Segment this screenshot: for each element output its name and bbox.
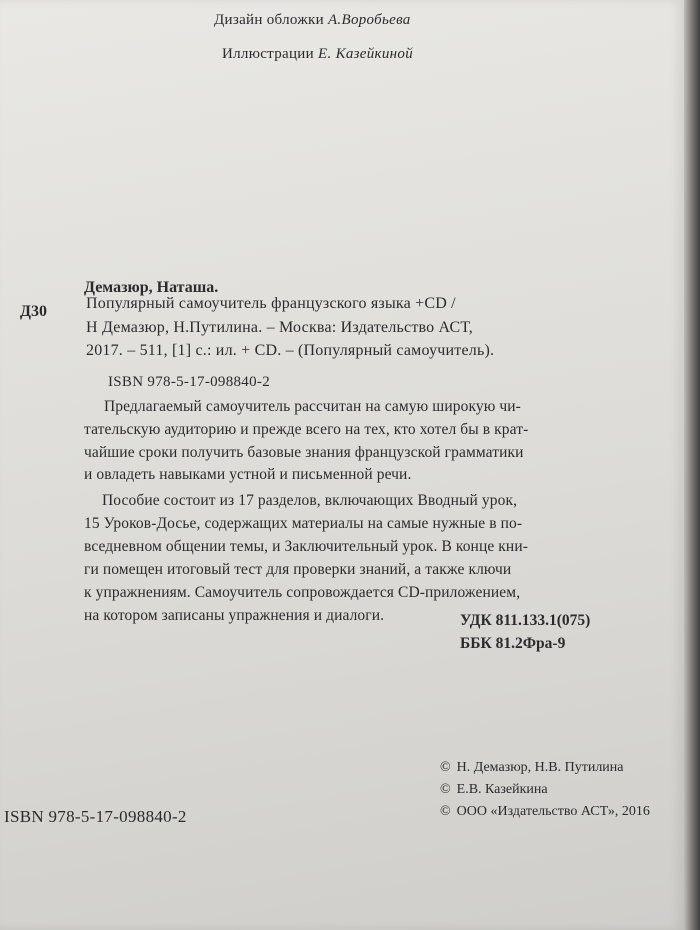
copyright-symbol: © — [440, 804, 451, 819]
catalog-code: Д30 — [20, 303, 48, 320]
annotation-p1-line-1: Предлагаемый самоучитель рассчитан на самую широкую чи- — [104, 398, 521, 415]
annotation-p2-line-5: к упражнениям. Самоучитель сопровождается CD-приложением, — [84, 584, 521, 601]
copyright-holder-authors: Н. Демазюр, Н.В. Путилина — [456, 760, 624, 775]
annotation-p2-line-2: 15 Уроков-Досье, содержащих материалы на самые нужные в по- — [84, 515, 523, 532]
copyright-line-3 — [440, 804, 650, 820]
annotation-p2-line-6: на котором записаны упражнения и диалоги. — [84, 607, 385, 624]
annotation-p2-line-4: ги помещен итоговый тест для проверки знаний, а также ключи — [84, 561, 512, 578]
author-heading: Демазюр, Наташа. — [84, 279, 219, 296]
annotation-p2-line-1: Пособие состоит из 17 разделов, включающих Вводный урок, — [102, 492, 518, 509]
illustrations-label: Иллюстрации — [222, 46, 314, 62]
isbn-record: ISBN 978-5-17-098840-2 — [108, 374, 271, 390]
copyright-symbol: © — [440, 782, 451, 797]
copyright-holder-illustrator: Е.В. Казейкина — [456, 782, 548, 797]
annotation-p2-line-3: вседневном общении темы, и Заключительный урок. В конце кни- — [84, 538, 528, 555]
annotation-p1-line-2: тательскую аудиторию и прежде всего на тех, кто хотел бы в крат- — [84, 421, 529, 438]
cover-design-label: Дизайн обложки — [214, 12, 324, 28]
annotation-p1-line-3: чайшие сроки получить базовые знания французской грамматики — [84, 444, 524, 461]
bibliographic-line-1: Популярный самоучитель французского языка +CD / — [86, 295, 456, 312]
bibliographic-line-3: 2017. – 511, [1] с.: ил. + CD. – (Популярный самоучитель). — [86, 342, 495, 359]
cover-design-name: А.Воробьева — [327, 12, 411, 28]
page-edge — [684, 0, 700, 930]
illustrations-credit — [222, 46, 413, 63]
isbn-bottom: ISBN 978-5-17-098840-2 — [4, 807, 187, 826]
copyright-line-1 — [440, 760, 624, 776]
illustrations-name: Е. Казейкиной — [318, 46, 414, 62]
copyright-line-2 — [440, 782, 548, 798]
bbk-index: ББК 81.2Фра-9 — [460, 635, 566, 652]
udk-index: УДК 811.133.1(075) — [460, 612, 591, 629]
bibliographic-line-2: Н Демазюр, Н.Путилина. – Москва: Издательство АСТ, — [86, 319, 473, 336]
annotation-p1-line-4: и овладеть навыками устной и письменной речи. — [84, 466, 412, 483]
copyright-holder-publisher: ООО «Издательство АСТ», 2016 — [456, 804, 650, 819]
cover-design-credit — [214, 12, 411, 29]
copyright-symbol: © — [440, 760, 451, 775]
